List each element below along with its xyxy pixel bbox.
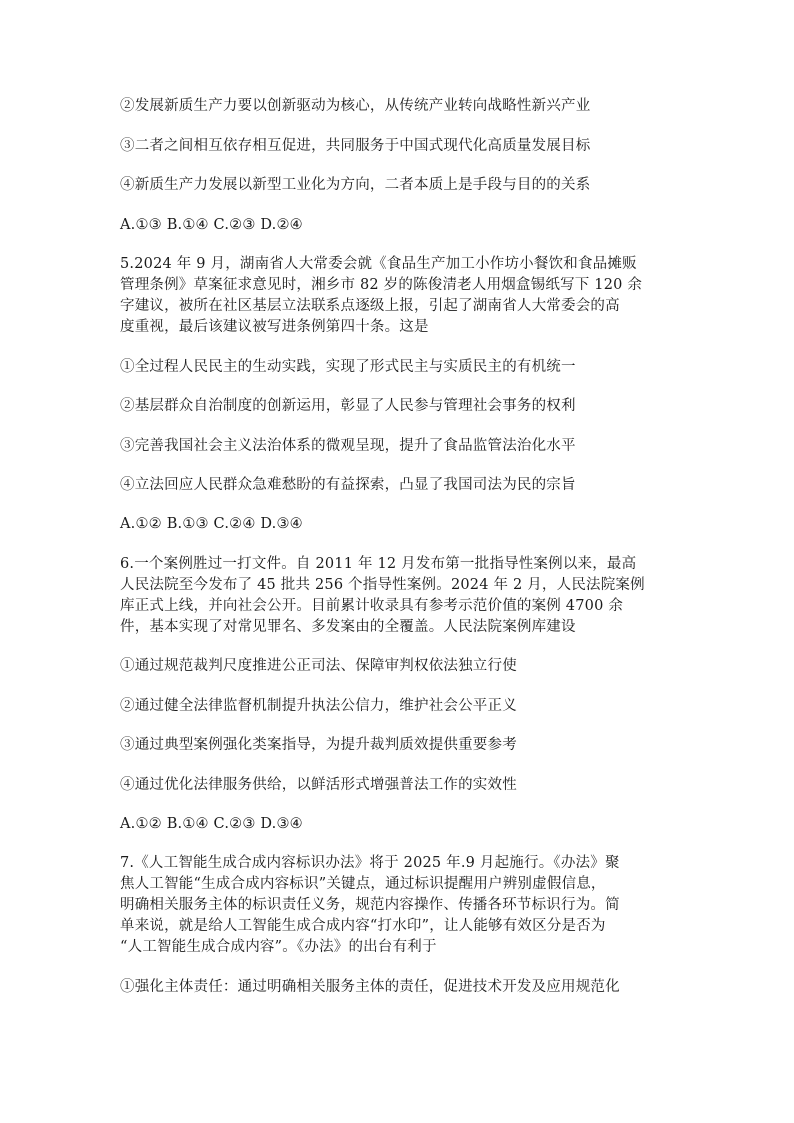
q5-stem-line: 字建议，被所在社区基层立法联系点逐级上报，引起了湖南省人大常委会的高 [120, 298, 620, 314]
q7-stem-line: 明确相关服务主体的标识责任义务，规范内容操作、传播各环节标识行为。简 [120, 897, 620, 913]
q6-option-1: ①通过规范裁判尺度推进公正司法、保障审判权依法独立行使 [120, 658, 517, 674]
q6-option-2: ②通过健全法律监督机制提升执法公信力，维护社会公平正义 [120, 698, 517, 714]
q7-stem-line: 7.《人工智能生成合成内容标识办法》将于 2025 年.9 月起施行。《办法》聚 [120, 855, 620, 871]
q6-option-3: ③通过典型案例强化类案指导，为提升裁判质效提供重要参考 [120, 737, 517, 753]
q6-option-4: ④通过优化法律服务供给，以鲜活形式增强普法工作的实效性 [120, 777, 517, 793]
q7-stem-line: “人工智能生成合成内容”。《办法》的出台有利于 [120, 939, 437, 955]
q5-stem-line: 管理条例》草案征求意见时，湘乡市 82 岁的陈俊清老人用烟盒锡纸写下 120 余 [120, 277, 643, 293]
q6-stem-line: 6.一个案例胜过一打文件。自 2011 年 12 月发布第一批指导性案例以来，最高 [120, 556, 637, 572]
q5-option-3: ③完善我国社会主义法治体系的微观呈现，提升了食品监管法治化水平 [120, 438, 576, 454]
q5-option-1: ①全过程人民民主的生动实践，实现了形式民主与实质民主的有机统一 [120, 359, 576, 375]
q4-option-4: ④新质生产力发展以新型工业化为方向，二者本质上是手段与目的的关系 [120, 177, 591, 193]
q4-option-2: ②发展新质生产力要以创新驱动为核心，从传统产业转向战略性新兴产业 [120, 98, 591, 114]
q4-option-3: ③二者之间相互依存相互促进，共同服务于中国式现代化高质量发展目标 [120, 138, 591, 154]
q6-stem-line: 件，基本实现了对常见罪名、多发案由的全覆盖。人民法院案例库建设 [120, 619, 576, 635]
q6-stem [120, 554, 672, 638]
q7-stem-line: 单来说，就是给人工智能生成合成内容“打水印”，让人能够有效区分是否为 [120, 918, 606, 934]
q5-option-4: ④立法回应人民群众急难愁盼的有益探索，凸显了我国司法为民的宗旨 [120, 477, 576, 493]
q5-answer-choices: A.①② B.①③ C.②④ D.③④ [120, 516, 303, 532]
q7-stem [120, 853, 672, 958]
q5-stem-line: 度重视，最后该建议被写进条例第四十条。这是 [120, 319, 429, 335]
q5-stem [120, 254, 672, 338]
q5-option-2: ②基层群众自治制度的创新运用，彰显了人民参与管理社会事务的权利 [120, 398, 576, 414]
q6-stem-line: 库正式上线，并向社会公开。目前累计收录具有参考示范价值的案例 4700 余 [120, 598, 624, 614]
q7-stem-line: 焦人工智能“生成合成内容标识”关键点，通过标识提醒用户辨别虚假信息， [120, 876, 606, 892]
q7-option-1: ①强化主体责任：通过明确相关服务主体的责任，促进技术开发及应用规范化 [120, 979, 620, 995]
q6-answer-choices: A.①② B.①④ C.②③ D.③④ [120, 816, 303, 832]
q5-stem-line: 5.2024 年 9 月，湖南省人大常委会就《食品生产加工小作坊小餐饮和食品摊贩 [120, 256, 637, 272]
q6-stem-line: 人民法院至今发布了 45 批共 256 个指导性案例。2024 年 2 月，人民法院案例 [120, 577, 645, 593]
q4-answer-choices: A.①③ B.①④ C.②③ D.②④ [120, 217, 303, 233]
